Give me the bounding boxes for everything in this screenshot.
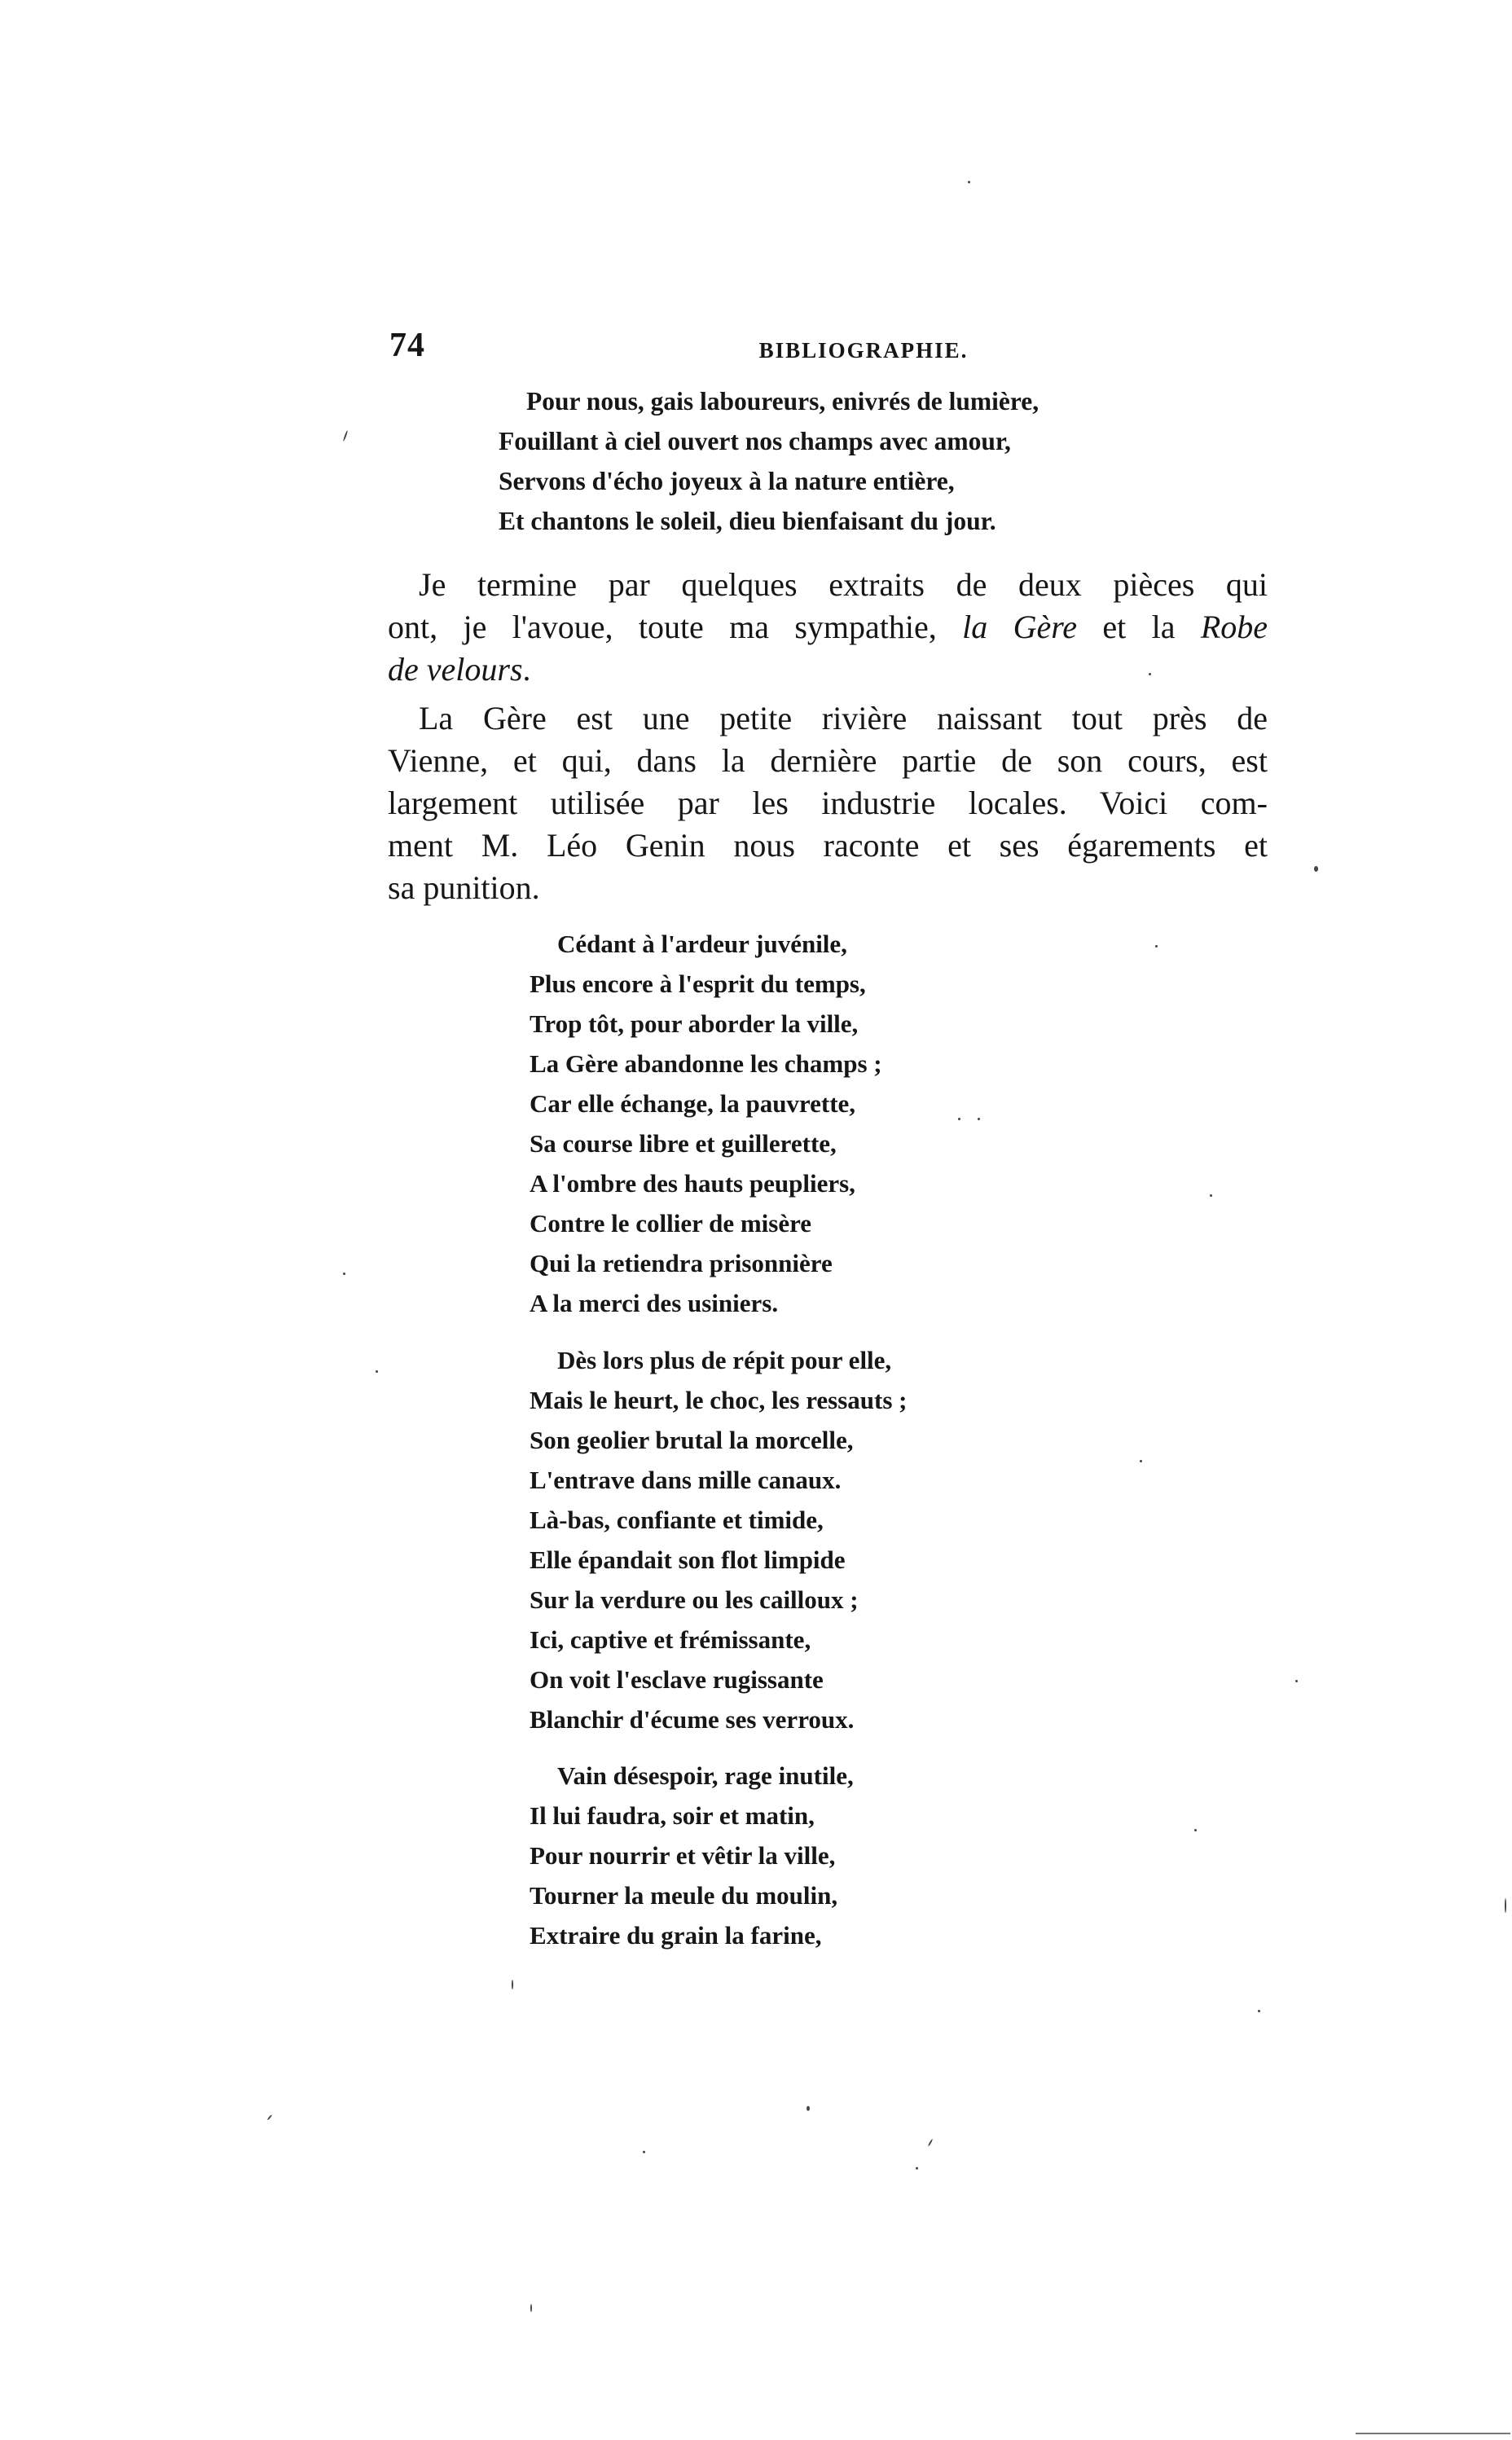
italic-title: de velours xyxy=(388,651,523,688)
scan-speck xyxy=(916,2167,918,2170)
paragraph-1 xyxy=(388,564,1268,691)
verse-line: Servons d'écho joyeux à la nature entière, xyxy=(499,467,955,495)
verse-line: Pour nourrir et vêtir la ville, xyxy=(530,1841,836,1870)
scan-speck xyxy=(343,1273,345,1275)
verse-line: Extraire du grain la farine, xyxy=(530,1921,822,1950)
poem-stanza-2 xyxy=(530,1340,908,1739)
verse-line: Blanchir d'écume ses verroux. xyxy=(530,1705,855,1734)
paragraph-line: largement utilisée par les industrie locales. Voici com- xyxy=(388,785,1268,821)
verse-line: L'entrave dans mille canaux. xyxy=(530,1466,842,1494)
poem-stanza-1 xyxy=(530,924,882,1323)
verse-line: Son geolier brutal la morcelle, xyxy=(530,1426,854,1454)
scan-speck xyxy=(376,1370,378,1373)
verse-line: Contre le collier de misère xyxy=(530,1209,812,1238)
verse-line: On voit l'esclave rugissante xyxy=(530,1665,824,1694)
verse-intro xyxy=(499,381,1039,541)
paragraph-line xyxy=(388,606,1268,648)
scan-speck xyxy=(1140,1460,1142,1462)
paragraph-line: Je termine par quelques extraits de deux pièces qui xyxy=(419,566,1268,603)
text-run: ont, je l'avoue, toute ma sympathie, xyxy=(388,609,963,645)
scan-speck xyxy=(512,1980,513,1989)
verse-line: Et chantons le soleil, dieu bienfaisant du jour. xyxy=(499,507,996,535)
verse-line: Ici, captive et frémissante, xyxy=(530,1625,811,1654)
verse-line: Car elle échange, la pauvrette, xyxy=(530,1089,856,1118)
verse-line: Sa course libre et guillerette, xyxy=(530,1129,837,1158)
scan-speck xyxy=(530,2304,532,2312)
scan-speck xyxy=(978,1118,980,1120)
paragraph-line xyxy=(388,648,1268,691)
scan-speck xyxy=(1155,945,1158,947)
paragraph-line: Vienne, et qui, dans la dernière partie de son cours, est xyxy=(388,742,1268,779)
verse-line: Qui la retiendra prisonnière xyxy=(530,1249,833,1277)
scan-edge-line xyxy=(1356,2433,1510,2434)
italic-title: Robe xyxy=(1200,609,1268,645)
scan-speck xyxy=(343,430,349,442)
verse-line: Cédant à l'ardeur juvénile, xyxy=(557,930,847,958)
poem-stanza-3 xyxy=(530,1756,854,1955)
scan-speck xyxy=(267,2114,273,2120)
scan-speck xyxy=(1314,866,1318,872)
scan-speck xyxy=(1194,1829,1197,1831)
verse-line: Mais le heurt, le choc, les ressauts ; xyxy=(530,1386,908,1414)
verse-line: Vain désespoir, rage inutile, xyxy=(557,1761,854,1790)
paragraph-line: La Gère est une petite rivière naissant tout près de xyxy=(419,700,1268,736)
italic-title: la Gère xyxy=(962,609,1078,645)
paragraph-line: sa punition. xyxy=(388,869,540,906)
verse-line: Tourner la meule du moulin, xyxy=(530,1881,838,1910)
running-title: BIBLIOGRAPHIE. xyxy=(758,338,969,363)
scan-speck xyxy=(928,2139,934,2147)
paragraph-line: ment M. Léo Genin nous raconte et ses égarements et xyxy=(388,827,1268,864)
verse-line: Là-bas, confiante et timide, xyxy=(530,1506,824,1534)
verse-line: Sur la verdure ou les cailloux ; xyxy=(530,1585,859,1614)
page-number: 74 xyxy=(389,327,425,364)
verse-line: Trop tôt, pour aborder la ville, xyxy=(530,1009,859,1038)
scan-speck xyxy=(1210,1194,1212,1197)
verse-line: Dès lors plus de répit pour elle, xyxy=(557,1346,892,1374)
text-run: . xyxy=(522,651,531,688)
scan-speck xyxy=(968,181,970,183)
scan-speck xyxy=(1295,1680,1298,1682)
scan-speck xyxy=(1149,673,1151,675)
scan-speck xyxy=(1258,2010,1260,2012)
verse-line: La Gère abandonne les champs ; xyxy=(530,1049,882,1078)
verse-line: Fouillant à ciel ouvert nos champs avec amour, xyxy=(499,427,1011,455)
verse-line: Elle épandait son flot limpide xyxy=(530,1545,846,1574)
scan-speck xyxy=(958,1118,960,1120)
verse-line: Pour nous, gais laboureurs, enivrés de lumière, xyxy=(526,387,1040,415)
scan-speck xyxy=(807,2106,810,2111)
verse-line: A la merci des usiniers. xyxy=(530,1289,779,1317)
verse-line: A l'ombre des hauts peupliers, xyxy=(530,1169,855,1198)
scan-speck xyxy=(1505,1898,1506,1913)
verse-line: Il lui faudra, soir et matin, xyxy=(530,1801,815,1830)
verse-line: Plus encore à l'esprit du temps, xyxy=(530,969,866,998)
text-run: et la xyxy=(1077,609,1201,645)
scan-speck xyxy=(643,2151,645,2153)
paragraph-2 xyxy=(388,697,1268,909)
